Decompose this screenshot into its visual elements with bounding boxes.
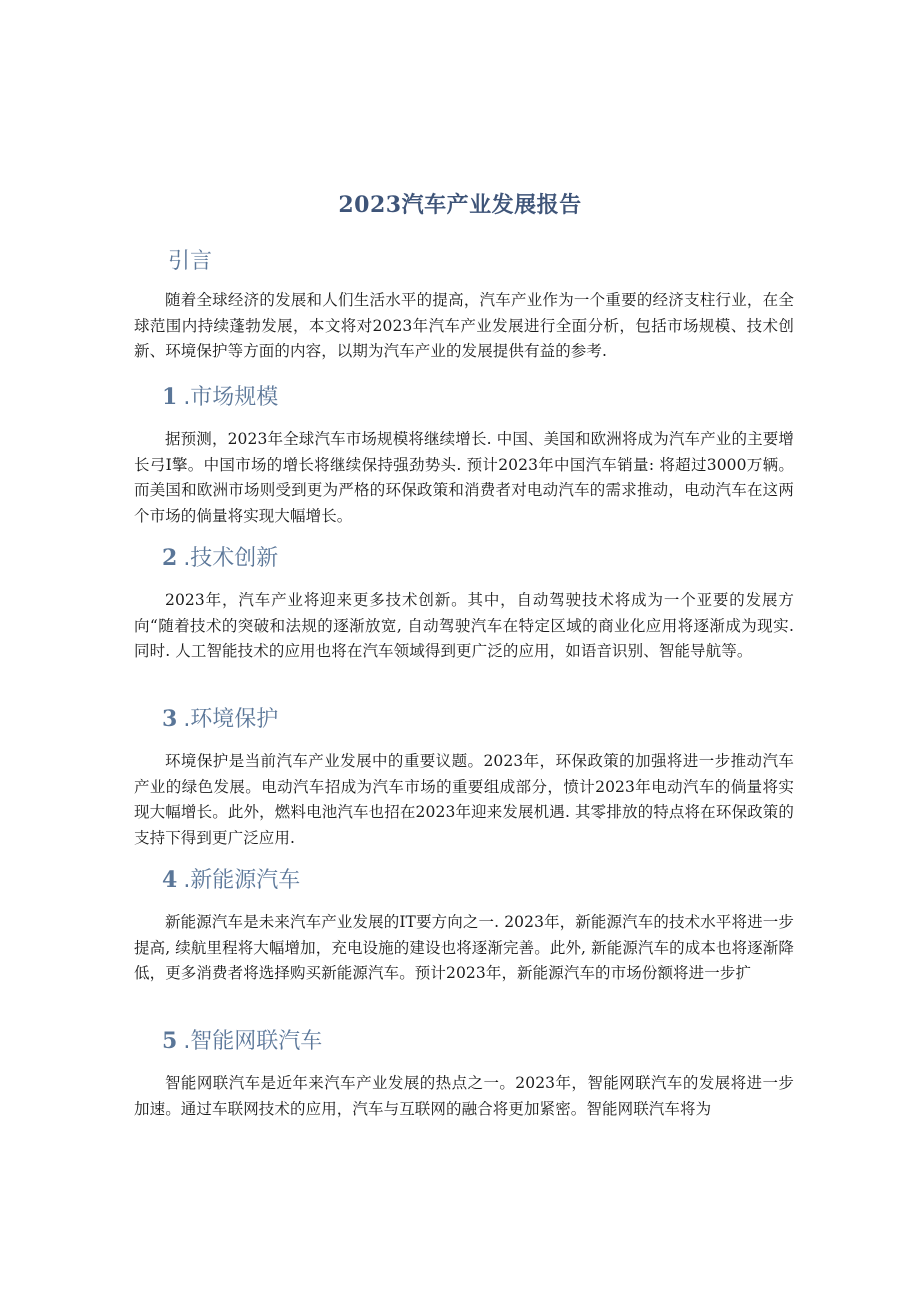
section-number: 2 [162,545,178,571]
section-heading [162,1024,794,1058]
section-heading [162,863,794,897]
section-number: 5 [162,1028,178,1054]
section-heading [162,244,794,278]
section-paragraph: 智能网联汽车是近年来汽车产业发展的热点之一。2023年，智能网联汽车的发展将进一步加速。通过车联网技术的应用，汽车与互联网的融合将更加紧密。智能网联汽车将为 [134,1074,794,1118]
section-heading-text: .技术创新 [183,546,279,571]
section-heading-text: 引言 [168,249,213,274]
section-heading-text: .智能网联汽车 [183,1029,323,1054]
section-paragraph: 环境保护是当前汽车产业发展中的重要议题。2023年，环保政策的加强将进一步推动汽车产业的绿色发展。电动汽车招成为汽车市场的重要组成部分，愤计2023年电动汽车的倘量将实现大幅增长。此外，燃料电池汽车也招在2023年迎来发展机遇. 其零排放的特点将在环保政策的支持下得到更广泛应用. [134,752,794,847]
section-paragraph: 新能源汽车是未来汽车产业发展的IT要方向之一. 2023年，新能源汽车的技术水平将进一步提高, 续航里程将大幅增加，充电设施的建设也将逐渐完善。此外, 新能源汽车的成本也将逐渐降低，更多消费者将选择购买新能源汽车。预计2023年，新能源汽车的市场份额将进一步扩 [134,913,794,982]
section-heading-text: .市场规模 [183,385,279,410]
section-market-size [134,380,794,529]
section-connected-vehicles [134,1024,794,1122]
section-number: 1 [162,384,178,410]
section-number: 4 [162,867,178,893]
section-tech-innovation [134,541,794,665]
section-introduction [134,244,794,365]
section-paragraph: 随着全球经济的发展和人们生活水平的提高，汽车产业作为一个重要的经济支柱行业，在全球范围内持续蓬勃发展，本文将对2023年汽车产业发展进行全面分析，包括市场规模、技术创新、环境保护等方面的内容，以期为汽车产业的发展提供有益的参考. [134,291,794,360]
section-new-energy-vehicles [134,863,794,987]
section-heading [162,541,794,575]
section-heading-text: .环境保护 [183,707,279,732]
section-paragraph: 据预测，2023年全球汽车市场规模将继续增长. 中国、美国和欧洲将成为汽车产业的主要增长弓I擎。中国市场的增长将继续保持强劲势头. 预计2023年中国汽车销量: 将超过3000万辆。而美国和欧洲市场则受到更为严格的环保政策和消费者对电动汽车的需求推动，电动汽车在这两个市场的倘量将实现大幅增长。 [134,430,794,525]
section-paragraph: 2023年，汽车产业将迎来更多技术创新。其中，自动驾驶技术将成为一个亚要的发展方向“随着技术的突破和法规的逐渐放宽, 自动驾驶汽车在特定区域的商业化应用将逐渐成为现实. 同时. 人工智能技术的应用也将在汽车领域得到更广泛的应用，如语音识别、智能导航等。 [134,591,794,660]
section-heading-text: .新能源汽车 [183,868,301,893]
section-heading [162,380,794,414]
section-environment [134,702,794,851]
section-number: 3 [162,706,178,732]
document-title: 2023汽车产业发展报告 [338,192,582,218]
section-heading [162,702,794,736]
